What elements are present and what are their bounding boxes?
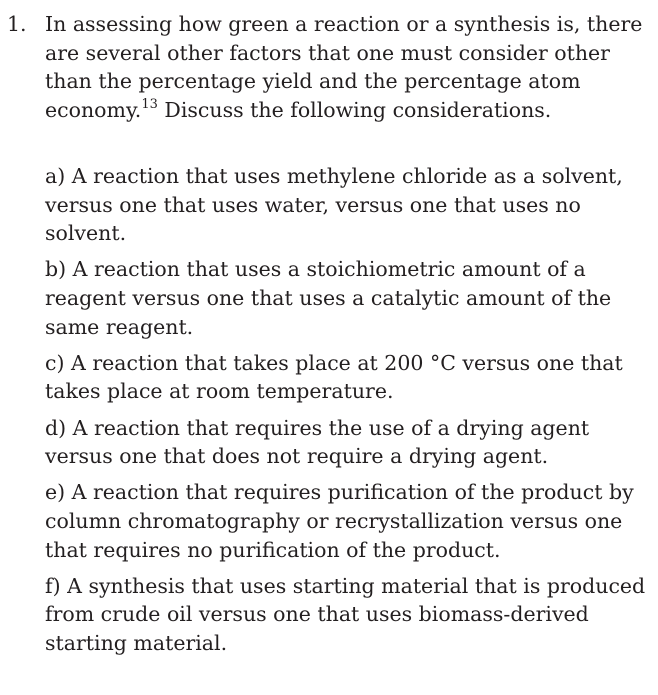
sub-question-text: A reaction that requires the use of a drying agent versus one that does not require a drying agent. bbox=[45, 415, 590, 469]
footnote-reference: 13 bbox=[141, 96, 158, 112]
sub-question-text: A reaction that uses a stoichiometric amount of a reagent versus one that uses a catalytic amount of the same reagent. bbox=[45, 257, 612, 339]
sub-question-f bbox=[45, 572, 650, 658]
sub-question-list bbox=[45, 162, 650, 665]
sub-question-text: A synthesis that uses starting material that is produced from crude oil versus one that uses biomass-derived starting material. bbox=[45, 573, 646, 655]
sub-question-e bbox=[45, 478, 650, 564]
sub-question-c bbox=[45, 349, 650, 406]
question-stem-end: Discuss the following considerations. bbox=[157, 97, 552, 122]
question-stem-text: In assessing how green a reaction or a synthesis is, there are several other factors that one must consider other than the percentage yield and the percentage atom economy. bbox=[45, 12, 643, 122]
sub-question-label: f) bbox=[45, 573, 61, 598]
sub-question-label: b) bbox=[45, 257, 67, 282]
sub-question-text: A reaction that requires purification of the product by column chromatography or recrystallization versus one that requires no purification of the product. bbox=[45, 480, 634, 562]
sub-question-text: A reaction that takes place at 200 °C versus one that takes place at room temperature. bbox=[45, 350, 623, 404]
sub-question-label: c) bbox=[45, 350, 65, 375]
sub-question-d bbox=[45, 414, 650, 471]
sub-question-text: A reaction that uses methylene chloride as a solvent, versus one that uses water, versus one that uses no solvent. bbox=[45, 164, 623, 246]
sub-question-label: a) bbox=[45, 164, 66, 188]
question-number: 1. bbox=[7, 12, 27, 36]
sub-question-label: d) bbox=[45, 415, 67, 440]
question-stem bbox=[45, 10, 650, 124]
sub-question-a bbox=[45, 162, 650, 248]
sub-question-label: e) bbox=[45, 480, 66, 505]
sub-question-b bbox=[45, 255, 650, 341]
